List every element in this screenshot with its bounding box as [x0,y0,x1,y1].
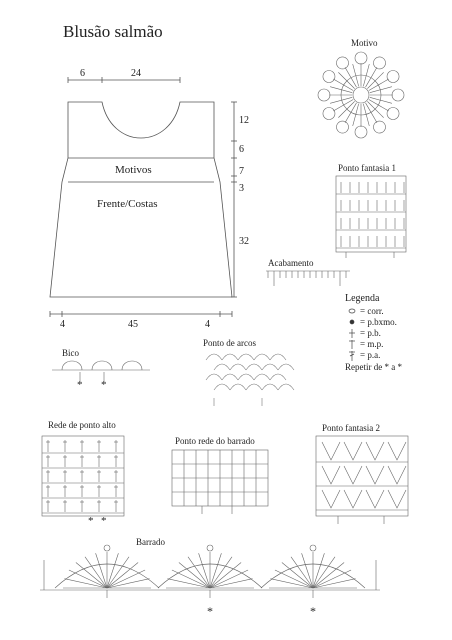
ponto-fantasia-2-chart [316,436,408,524]
repeat-mark: * [77,379,83,391]
body-label: Frente/Costas [97,198,158,210]
repeat-mark: * [207,604,213,618]
legend-symbols [349,309,355,361]
repeat-mark: * [88,515,94,527]
legend-pa: = p.a. [360,350,381,360]
top-width-shoulder: 6 [80,68,85,79]
legend-pb: = p.b. [360,328,381,338]
height-4: 3 [239,183,244,194]
band-label: Motivos [115,164,152,176]
garment-schematic [50,77,237,317]
ponto-de-arcos-label: Ponto de arcos [203,338,256,348]
repeat-mark: * [101,515,107,527]
legend-mp: = m.p. [360,339,384,349]
top-width-neck: 24 [131,68,141,79]
ponto-rede-do-barrado-label: Ponto rede do barrado [175,436,255,446]
ponto-fantasia-2-label: Ponto fantasia 2 [322,423,380,433]
legend-corr: = corr. [360,306,384,316]
acabamento-label: Acabamento [268,258,314,268]
ponto-fantasia-1-chart [336,176,406,258]
repeat-mark: * [101,379,107,391]
height-1: 12 [239,115,249,126]
rede-de-ponto-alto-chart [42,436,124,516]
acabamento-chart [266,271,350,286]
barrado-label: Barrado [136,537,165,547]
motivo-label: Motivo [351,38,378,48]
bottom-width-right: 4 [205,319,210,330]
bottom-width-left: 4 [60,319,65,330]
height-2: 6 [239,144,244,155]
barrado-chart [40,545,380,598]
page-title: Blusão salmão [63,22,163,41]
legend-title: Legenda [345,293,380,304]
bottom-width-center: 45 [128,319,138,330]
repeat-mark: * [310,604,316,618]
ponto-fantasia-1-label: Ponto fantasia 1 [338,163,396,173]
height-5: 32 [239,236,249,247]
motivo-chart [318,52,404,138]
rede-de-ponto-alto-label: Rede de ponto alto [48,420,116,430]
legend-pbxmo: = p.bxmo. [360,317,397,327]
height-3: 7 [239,166,244,177]
ponto-rede-do-barrado-chart [172,450,268,514]
legend-repeat: Repetir de * a * [345,362,402,372]
bico-label: Bico [62,348,79,358]
ponto-de-arcos-chart [206,354,294,406]
